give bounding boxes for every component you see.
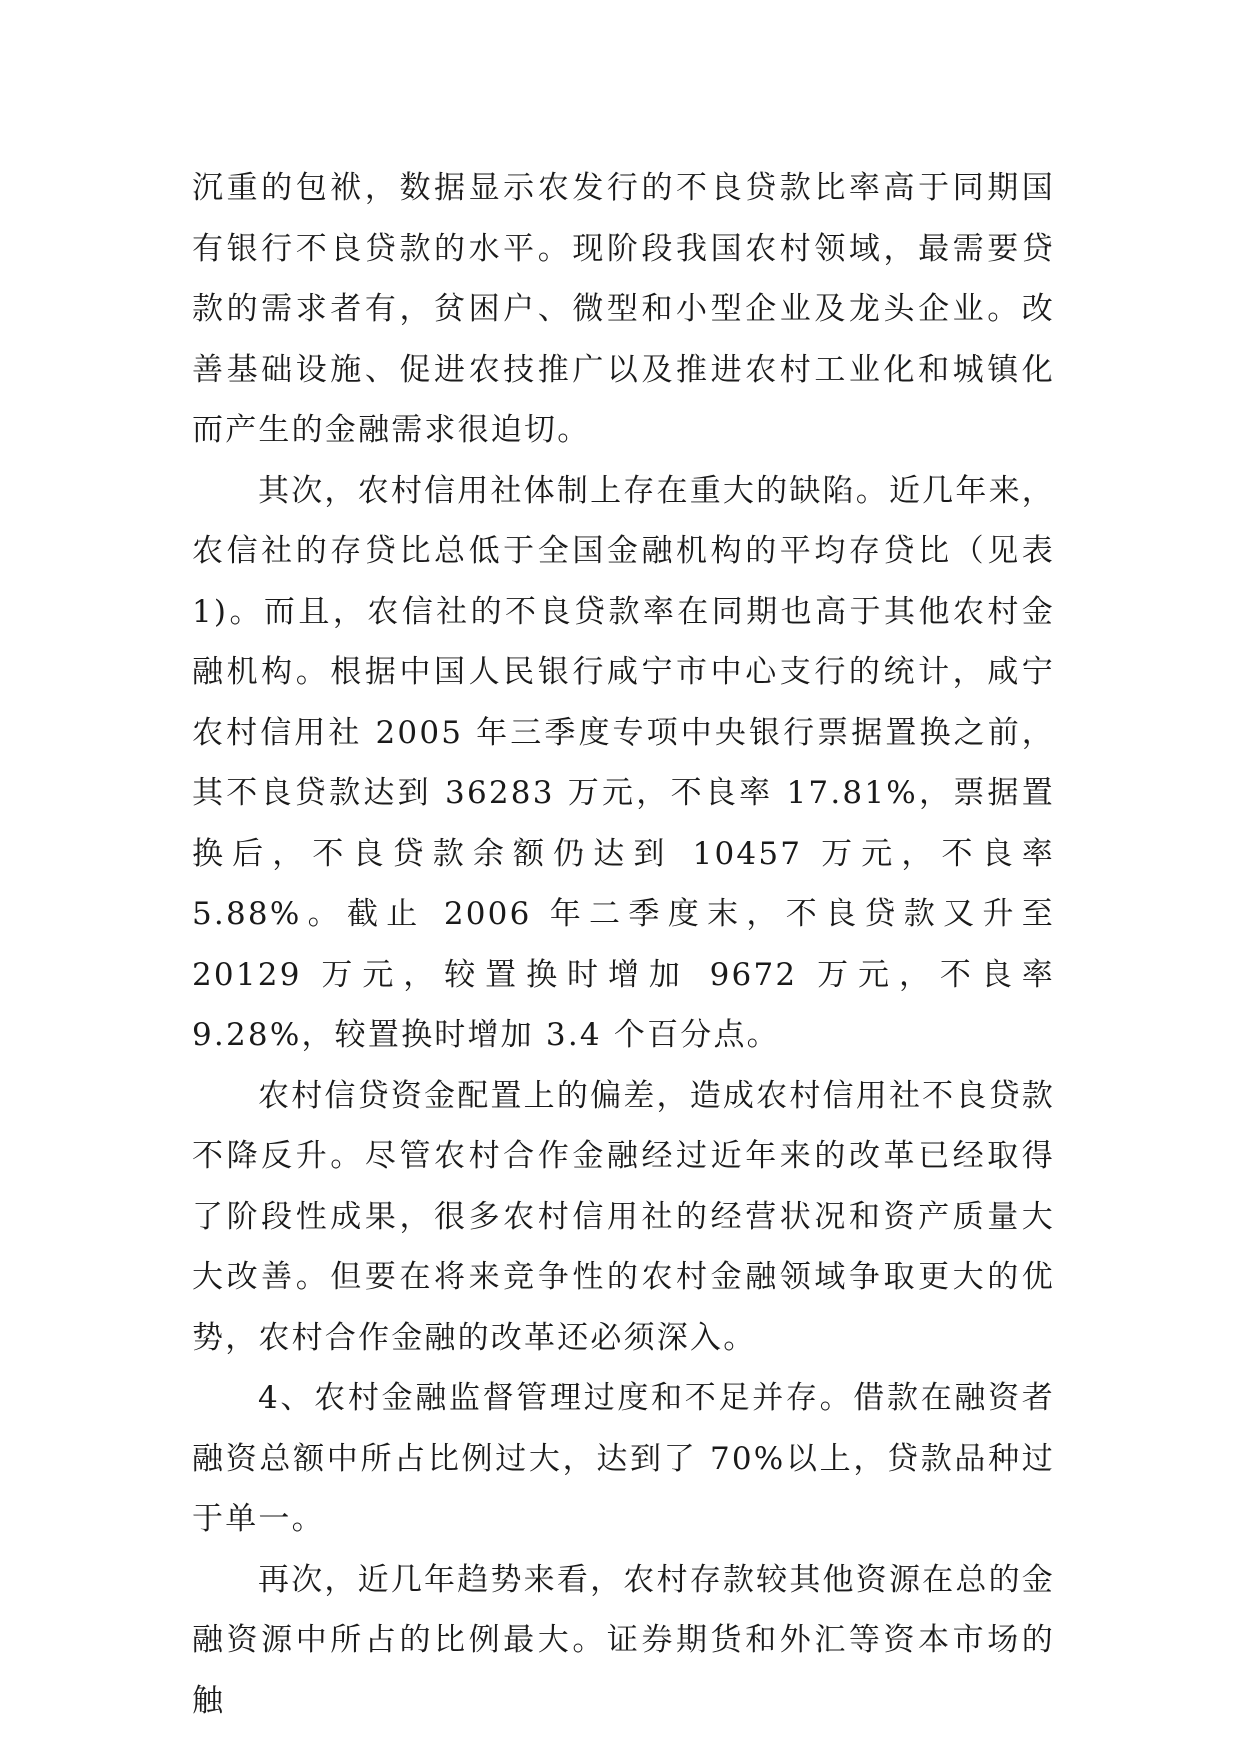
- paragraph-2: 其次，农村信用社体制上存在重大的缺陷。近几年来，农信社的存贷比总低于全国金融机构的平均存贷比（见表1)。而且，农信社的不良贷款率在同期也高于其他农村金融机构。根据中国人民银行咸宁市中心支行的统计，咸宁农村信用社 2005 年三季度专项中央银行票据置换之前，其不良贷款达到 36283 万元，不良率 17.81%，票据置换后，不良贷款余额仍达到 10457 万元，不良率 5.88%。截止 2006 年二季度末，不良贷款又升至 20129 万元，较置换时增加 9672 万元，不良率 9.28%，较置换时增加 3.4 个百分点。: [192, 472, 1055, 1053]
- paragraph-3: 农村信贷资金配置上的偏差，造成农村信用社不良贷款不降反升。尽管农村合作金融经过近年来的改革已经取得了阶段性成果，很多农村信用社的经营状况和资产质量大大改善。但要在将来竞争性的农村金融领域争取更大的优势，农村合作金融的改革还必须深入。: [192, 1077, 1055, 1356]
- paragraph-1: 沉重的包袱，数据显示农发行的不良贷款比率高于同期国有银行不良贷款的水平。现阶段我国农村领域，最需要贷款的需求者有，贫困户、微型和小型企业及龙头企业。改善基础设施、促进农技推广以及推进农村工业化和城镇化而产生的金融需求很迫切。: [192, 170, 1055, 448]
- document-body: [192, 158, 1055, 1731]
- paragraph-4: 4、农村金融监督管理过度和不足并存。借款在融资者融资总额中所占比例过大，达到了 70%以上，贷款品种过于单一。: [192, 1380, 1055, 1537]
- paragraph-5: 再次，近几年趋势来看，农村存款较其他资源在总的金融资源中所占的比例最大。证券期货和外汇等资本市场的触: [192, 1561, 1055, 1719]
